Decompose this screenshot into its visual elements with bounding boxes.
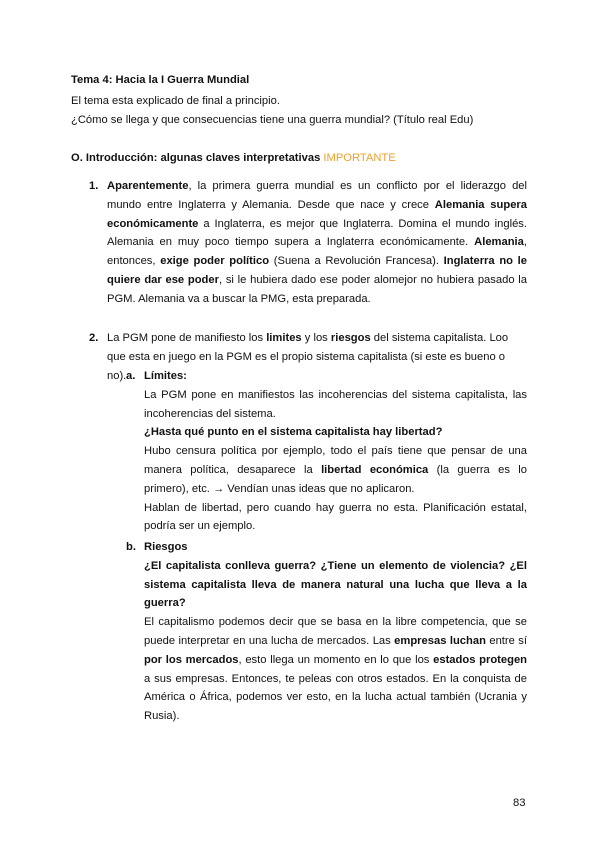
item-2-run: del sistema capitalista. Loo que esta en juego en la PGM es el propio sistema capitalista (si este es bueno o no). (107, 332, 509, 382)
sub-b-para-run: estados protegen (433, 653, 528, 666)
sub-a-body (144, 367, 527, 536)
item-2-run: limites (266, 332, 302, 344)
sub-a-heading: Límites: (144, 370, 187, 382)
item-2-marker: 2. (89, 332, 99, 344)
sub-b-para-run: entre sí (485, 634, 527, 647)
item-1-run: , entonces, (107, 236, 527, 268)
intro-line-1: El tema esta explicado de final a principio. (71, 95, 280, 107)
sub-a-question: ¿Hasta qué punto en el sistema capitalista hay libertad? (144, 426, 443, 439)
sub-a-marker: a. (126, 370, 136, 382)
item-1-run: Aparentemente (107, 180, 189, 192)
sub-b-paragraph (144, 613, 527, 726)
section-heading-text: O. Introducción: algunas claves interpretativas (71, 152, 321, 164)
item-2-run: y los (301, 332, 331, 344)
title-text: Tema 4: Hacia la I Guerra Mundial (71, 74, 250, 86)
item-1-run: (Suena a Revolución Francesa). (269, 255, 444, 268)
sub-a-para-2-run: (la guerra es lo primero), etc. → Vendían unas ideas que no aplicaron. (144, 463, 527, 495)
sub-b-question: ¿El capitalista conlleva guerra? ¿Tiene un elemento de violencia? ¿El sistema capitalista lleva de manera natural una lucha que lleva a la guerra? (144, 559, 527, 610)
item-1-marker: 1. (89, 180, 99, 192)
sub-b-body (144, 538, 527, 726)
sub-b-heading: Riesgos (144, 541, 188, 553)
intro-block (71, 92, 541, 130)
item-1-run: exige poder político (160, 255, 270, 268)
sub-b-para-run: El capitalismo podemos decir que se basa en la libre competencia, que se puede interpretar en una lucha de mercados. Las (144, 616, 527, 647)
intro-line-2: ¿Cómo se llega y que consecuencias tiene una guerra mundial? (Título real Edu) (71, 113, 474, 126)
sub-a-para-2-run: Hubo censura política por ejemplo, todo el país tiene que pensar de una manera política, desaparece la (144, 445, 527, 476)
sub-b-para-run: , esto llega un momento en lo que los (238, 653, 434, 666)
page-number: 83 (513, 797, 526, 809)
important-badge: IMPORTANTE (323, 152, 396, 164)
sub-b-para-run: empresas luchan (394, 634, 486, 647)
item-2-run: riesgos (330, 332, 371, 344)
item-1-body (107, 177, 527, 309)
item-1-run: Alemania (474, 236, 524, 249)
item-2-run: La PGM pone de manifiesto los (107, 332, 267, 344)
sub-b-para-run: a sus empresas. Entonces, te peleas con otros estados. En la conquista de América o África, podemos ver esto, en la lucha actual también (Ucrania y Rusia). (144, 672, 527, 723)
item-1-run: a Inglaterra, es mejor que Inglaterra. Domina el mundo inglés. Alemania en muy poco tiempo supera a Inglaterra económicamente. (107, 217, 527, 249)
section-heading (71, 149, 541, 168)
sub-a-para-3: Hablan de libertad, pero cuando hay guerra no esta. Planificación estatal, podría ser un ejemplo. (144, 501, 527, 533)
sub-a-para-1: La PGM pone en manifiestos las incoherencias del sistema capitalista, las incoherencias del sistema. (144, 388, 527, 420)
sub-a-para-2 (144, 442, 527, 498)
item-1-run: Inglaterra no le quiere dar ese poder (107, 255, 528, 286)
item-1-run: Alemania supera económicamente (107, 198, 527, 230)
sub-a-para-2-run: libertad económica (321, 463, 429, 476)
page-title (71, 71, 531, 90)
sub-b-marker: b. (126, 541, 136, 553)
item-1-paragraph (107, 177, 527, 309)
sub-b-para-run: por los mercados (144, 653, 239, 666)
item-1-run: , si le hubiera dado ese poder alomejor no hubiera pasado la PGM. Alemania va a buscar la PMG, esta preparada. (107, 273, 527, 305)
item-1-run: , la primera guerra mundial es un conflicto por el liderazgo del mundo entre Inglaterra y Alemania. Desde que nace y crece (107, 180, 527, 211)
